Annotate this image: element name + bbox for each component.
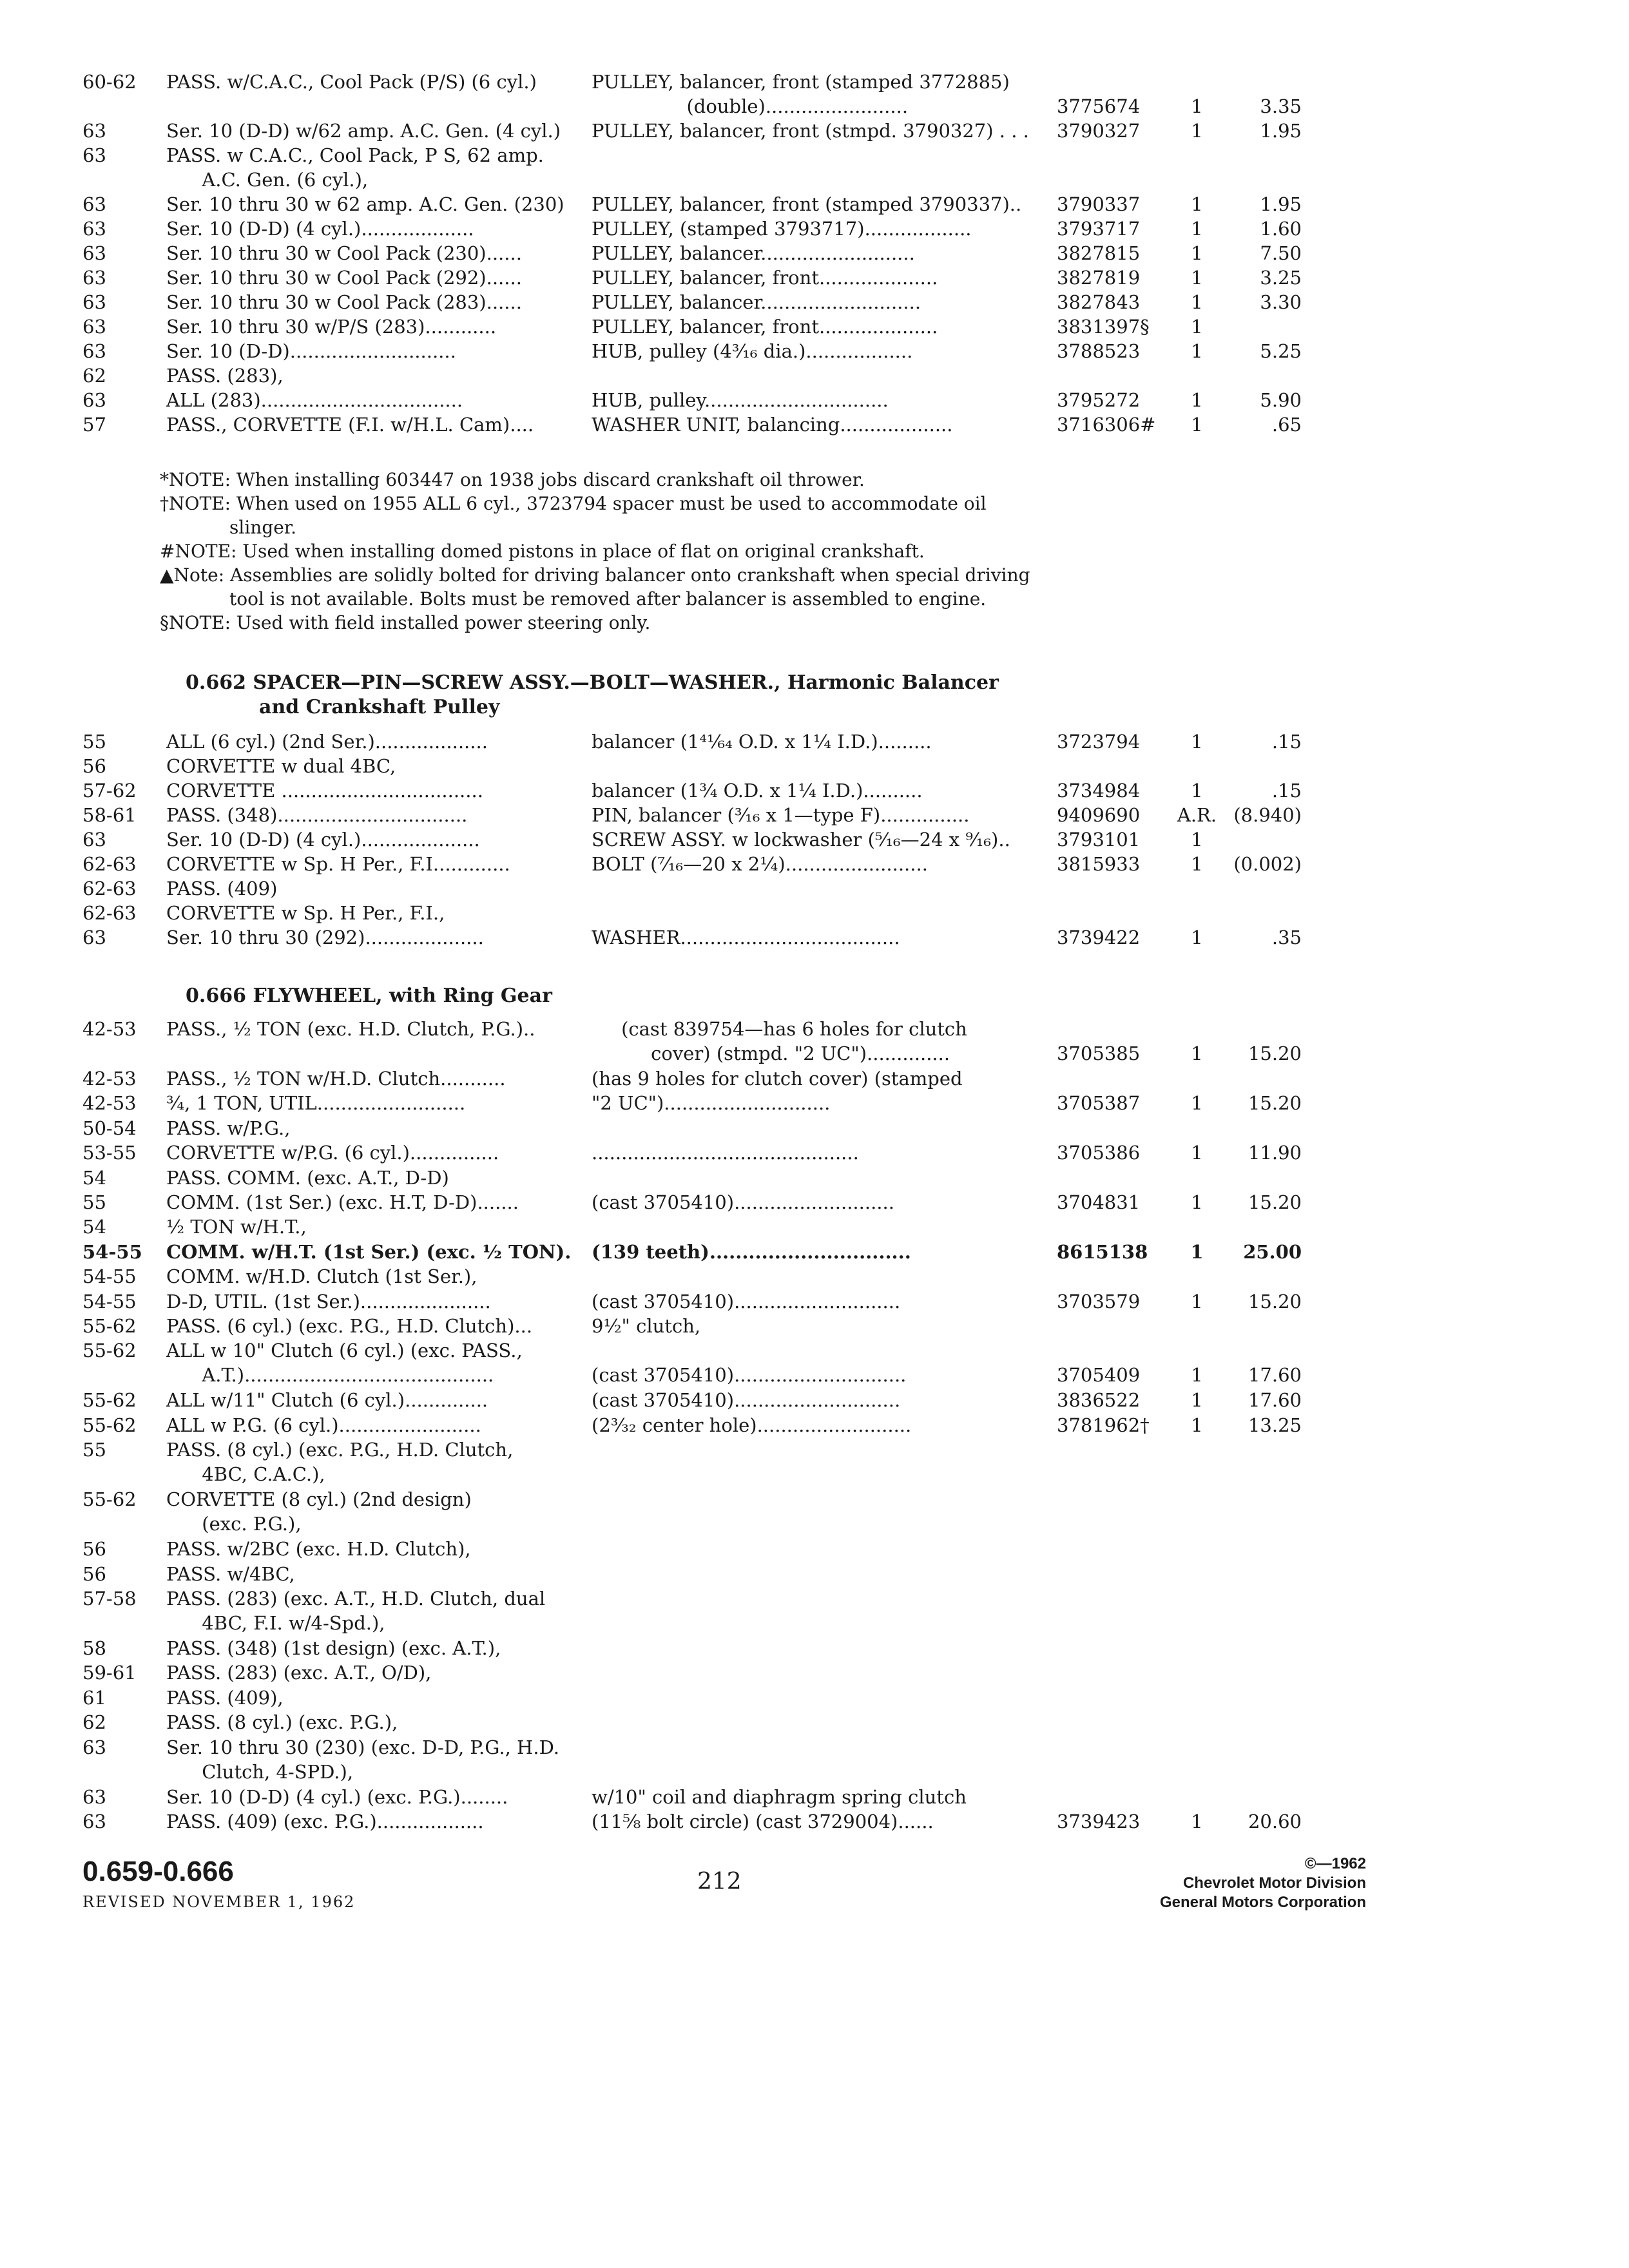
table-row: [0, 1264, 1629, 1290]
quantity: 1: [1191, 414, 1203, 436]
table-row: [0, 1735, 1629, 1785]
description: (cast 3705410)............................: [592, 1290, 901, 1312]
year-range: 54: [82, 1166, 106, 1189]
price: 20.60: [1248, 1811, 1302, 1832]
page-number: 212: [697, 1869, 742, 1895]
price: 17.60: [1248, 1389, 1302, 1412]
year-range: 63: [82, 340, 106, 362]
application: ALL w 10" Clutch (6 cyl.) (exc. PASS., A.T.)..........................................: [166, 1340, 523, 1387]
table-row: [0, 388, 1629, 414]
table-row: [0, 901, 1629, 927]
quantity: 1: [1191, 120, 1203, 142]
table-row: [0, 827, 1629, 853]
description: [592, 1437, 1055, 1488]
application: PASS. (283) (exc. A.T., H.D. Clutch, dual 4BC, F.I. w/4-Spd.),: [166, 1588, 546, 1634]
description: (cast 3705410)...........................: [592, 1191, 894, 1213]
table-row: [0, 1636, 1629, 1662]
year-range: 55-62: [82, 1414, 137, 1436]
part-number: 3831397§: [1057, 316, 1150, 338]
year-range: 60-62: [82, 71, 137, 93]
year-range: 50-54: [82, 1117, 137, 1139]
price: 15.20: [1248, 1191, 1302, 1213]
application: CORVETTE w Sp. H Per., F.I.............: [166, 853, 510, 875]
table-row: [0, 1140, 1629, 1166]
year-range: 42-53: [82, 1068, 137, 1090]
year-range: 57: [82, 414, 106, 436]
part-number: 3703579: [1057, 1290, 1141, 1312]
table-row: [0, 1785, 1629, 1811]
description: WASHER UNIT, balancing...................: [592, 414, 953, 436]
table-row: [0, 143, 1629, 193]
year-range: 63: [82, 218, 106, 240]
application: Ser. 10 (D-D)............................: [166, 340, 456, 362]
part-number: 3716306#: [1057, 414, 1156, 436]
description: .............................................: [592, 1142, 859, 1164]
table-row: [0, 1562, 1629, 1588]
corporation-name: General Motors Corporation: [1159, 1894, 1366, 1911]
quantity: 1: [1191, 1142, 1203, 1164]
application: D-D, UTIL. (1st Ser.)......................: [166, 1290, 491, 1312]
application: CORVETTE ..................................: [166, 780, 483, 802]
description: w/10" coil and diaphragm spring clutch: [592, 1785, 967, 1808]
year-range: 57-62: [82, 780, 137, 802]
publisher-block: [1095, 1854, 1366, 1912]
year-range: 56: [82, 755, 106, 777]
year-range: 59-61: [82, 1662, 137, 1684]
application: PASS. (409),: [166, 1686, 284, 1709]
application: PASS. w/4BC,: [166, 1562, 295, 1585]
price: .15: [1271, 731, 1302, 753]
year-range: 62-63: [82, 878, 137, 899]
application: PASS. COMM. (exc. A.T., D-D): [166, 1166, 449, 1189]
section-title-0662: 0.662 SPACER—PIN—SCREW ASSY.—BOLT—WASHER., Harmonic Balancer: [186, 671, 999, 694]
application: Ser. 10 thru 30 (292)....................: [166, 927, 484, 948]
application: COMM. (1st Ser.) (exc. H.T, D-D).......: [166, 1191, 519, 1213]
description: HUB, pulley...............................: [592, 389, 889, 411]
quantity: 1: [1191, 316, 1203, 338]
footnote: [160, 611, 1062, 635]
footnote: [160, 468, 1062, 492]
year-range: 62: [82, 1711, 106, 1734]
footnote-continuation: tool is not available. Bolts must be removed after balancer is assembled to engine.: [229, 588, 987, 610]
table-row: [0, 1017, 1629, 1067]
description: (cast 839754—has 6 holes for clutch cover) (stmpd. "2 UC")..............: [621, 1018, 967, 1064]
part-number: 3723794: [1057, 731, 1141, 753]
description: (cast 3705410)............................: [592, 1389, 901, 1412]
part-number: 3781962†: [1057, 1414, 1150, 1436]
year-range: 63: [82, 927, 106, 948]
quantity: 1: [1191, 340, 1203, 362]
description: balancer (1¾ O.D. x 1¼ I.D.)..........: [592, 780, 923, 802]
year-range: 57-58: [82, 1588, 137, 1610]
table-row: [0, 1487, 1629, 1537]
footnote: [160, 492, 1062, 539]
quantity: 1: [1191, 927, 1203, 948]
quantity: 1: [1191, 1043, 1203, 1064]
quantity: 1: [1191, 95, 1203, 117]
table-row: [0, 1686, 1629, 1711]
table-row: [0, 363, 1629, 389]
table-row: [0, 1710, 1629, 1736]
footnote-text: ▲Note: Assemblies are solidly bolted for driving balancer onto crankshaft when special driving: [160, 564, 1030, 586]
part-number: 3734984: [1057, 780, 1141, 802]
year-range: 63: [82, 316, 106, 338]
application: Ser. 10 thru 30 (230) (exc. D-D, P.G., H.D. Clutch, 4-SPD.),: [166, 1736, 560, 1783]
table-row: [0, 1537, 1629, 1562]
price: 15.20: [1248, 1290, 1302, 1312]
application: Ser. 10 (D-D) (4 cyl.) (exc. P.G.)........: [166, 1785, 508, 1808]
quantity: 1: [1191, 291, 1203, 313]
year-range: 55-62: [82, 1389, 137, 1412]
quantity: 1: [1191, 1092, 1203, 1115]
copyright: ©—1962: [1304, 1855, 1366, 1872]
table-row: [0, 265, 1629, 291]
year-range: 63: [82, 1736, 106, 1758]
year-range: 58: [82, 1637, 106, 1659]
year-range: 62-63: [82, 902, 137, 924]
price: 7.50: [1260, 242, 1302, 264]
table-row: [0, 1289, 1629, 1315]
part-number: 3827819: [1057, 267, 1141, 289]
description: PULLEY, balancer, front....................: [592, 316, 938, 338]
part-number: 3836522: [1057, 1389, 1141, 1412]
application: Ser. 10 thru 30 w Cool Pack (283)......: [166, 291, 522, 313]
part-number: 3739423: [1057, 1811, 1141, 1832]
table-row: [0, 119, 1629, 144]
part-number: 3739422: [1057, 927, 1141, 948]
year-range: 63: [82, 242, 106, 264]
description: [592, 143, 1055, 193]
price: 15.20: [1248, 1092, 1302, 1115]
application: PASS. (8 cyl.) (exc. P.G., H.D. Clutch, 4BC, C.A.C.),: [166, 1439, 514, 1486]
table-row: [0, 241, 1629, 267]
description: PULLEY, (stamped 3793717)..................: [592, 218, 972, 240]
year-range: 54-55: [82, 1290, 137, 1312]
year-range: 54-55: [82, 1265, 137, 1288]
application: CORVETTE w dual 4BC,: [166, 755, 396, 777]
price: 1.95: [1260, 193, 1302, 215]
application: PASS. (8 cyl.) (exc. P.G.),: [166, 1711, 398, 1734]
table-row: [0, 314, 1629, 340]
quantity: 1: [1191, 853, 1203, 875]
application: PASS., CORVETTE (F.I. w/H.L. Cam)....: [166, 414, 534, 436]
table-row: [0, 754, 1629, 780]
year-range: 55: [82, 1191, 106, 1213]
year-range: 63: [82, 120, 106, 142]
year-range: 55: [82, 731, 106, 753]
description: PULLEY, balancer, front (stamped 3772885) (double)........................: [592, 71, 1010, 117]
table-row: [0, 1240, 1629, 1265]
section-code: 0.659-0.666: [82, 1856, 234, 1887]
table-row: [0, 290, 1629, 316]
price: 1.95: [1260, 120, 1302, 142]
application: PASS. (348)................................: [166, 804, 468, 826]
table-row: [0, 1190, 1629, 1216]
table-row: [0, 778, 1629, 804]
part-number: 3705409: [1057, 1364, 1141, 1387]
year-range: 54: [82, 1216, 106, 1238]
year-range: 55: [82, 1439, 106, 1461]
footnote-text: †NOTE: When used on 1955 ALL 6 cyl., 3723794 spacer must be used to accommodate oil: [160, 493, 987, 514]
quantity: 1: [1191, 1191, 1203, 1213]
application: ALL w/11" Clutch (6 cyl.)..............: [166, 1389, 488, 1412]
price: 3.30: [1260, 291, 1302, 313]
quantity: 1: [1191, 389, 1203, 411]
table-row: [0, 192, 1629, 218]
application: ALL (6 cyl.) (2nd Ser.)...................: [166, 731, 488, 753]
table-row: [0, 216, 1629, 242]
table-row: [0, 1586, 1629, 1637]
application: PASS. (6 cyl.) (exc. P.G., H.D. Clutch)...: [166, 1315, 533, 1337]
description: 9½" clutch,: [592, 1315, 701, 1337]
quantity: 1: [1191, 1414, 1203, 1436]
table-row: [0, 852, 1629, 878]
application: PASS., ½ TON (exc. H.D. Clutch, P.G.)..: [166, 1018, 535, 1040]
price: .65: [1271, 414, 1302, 436]
footnote: [160, 563, 1062, 611]
part-number: 3704831: [1057, 1191, 1141, 1213]
application: Ser. 10 thru 30 w 62 amp. A.C. Gen. (230): [166, 193, 564, 215]
table-row: [0, 1166, 1629, 1191]
section-title-0666: 0.666 FLYWHEEL, with Ring Gear: [186, 985, 552, 1007]
table-row: [0, 1809, 1629, 1835]
description: (139 teeth)...............................: [592, 1240, 911, 1263]
description: balancer (1⁴¹⁄₆₄ O.D. x 1¼ I.D.).........: [592, 731, 932, 753]
description: (2³⁄₃₂ center hole)..........................: [592, 1414, 912, 1436]
part-number: 3827843: [1057, 291, 1141, 313]
part-number: 3795272: [1057, 389, 1141, 411]
description: PULLEY, balancer, front (stmpd. 3790327) . . .: [592, 120, 1029, 142]
quantity: 1: [1191, 193, 1203, 215]
table-row: [0, 1437, 1629, 1488]
part-number: 3775674: [1057, 95, 1141, 117]
part-number: 3705385: [1057, 1043, 1141, 1064]
part-number: 3827815: [1057, 242, 1141, 264]
year-range: 62: [82, 365, 106, 387]
year-range: 63: [82, 193, 106, 215]
price: (8.940): [1233, 804, 1302, 826]
description: BOLT (⁷⁄₁₆—20 x 2¼)........................: [592, 853, 928, 875]
revision-date: REVISED NOVEMBER 1, 1962: [82, 1893, 356, 1911]
application: COMM. w/H.T. (1st Ser.) (exc. ½ TON).: [166, 1240, 572, 1263]
quantity: 1: [1191, 780, 1203, 802]
description: PIN, balancer (³⁄₁₆ x 1—type F)...............: [592, 804, 970, 826]
year-range: 63: [82, 144, 106, 166]
description: WASHER.....................................: [592, 927, 900, 948]
footnote: [160, 539, 1062, 563]
year-range: 63: [82, 389, 106, 411]
year-range: 55-62: [82, 1340, 137, 1362]
description: SCREW ASSY. w lockwasher (⁵⁄₁₆—24 x ⁹⁄₁₆)..: [592, 829, 1010, 850]
description: PULLEY, balancer..........................: [592, 242, 915, 264]
description: PULLEY, balancer, front (stamped 3790337)..: [592, 193, 1022, 215]
year-range: 63: [82, 267, 106, 289]
part-number: 3793101: [1057, 829, 1141, 850]
application: Ser. 10 (D-D) (4 cyl.)...................: [166, 218, 474, 240]
application: ½ TON w/H.T.,: [166, 1216, 307, 1238]
application: Ser. 10 thru 30 w Cool Pack (230)......: [166, 242, 522, 264]
description: [592, 1586, 1055, 1637]
application: PASS. w/P.G.,: [166, 1117, 291, 1139]
application: PASS. w C.A.C., Cool Pack, P S, 62 amp. A.C. Gen. (6 cyl.),: [166, 144, 544, 191]
application: PASS. (283),: [166, 365, 284, 387]
year-range: 55-62: [82, 1315, 137, 1337]
table-row: [0, 1066, 1629, 1092]
description: [592, 1487, 1055, 1537]
table-row: [0, 803, 1629, 829]
part-number: 3793717: [1057, 218, 1141, 240]
year-range: 42-53: [82, 1018, 137, 1040]
price: 5.90: [1260, 389, 1302, 411]
part-number: 3790337: [1057, 193, 1141, 215]
table-row: [0, 729, 1629, 755]
quantity: 1: [1191, 829, 1203, 850]
year-range: 63: [82, 1785, 106, 1808]
price: .35: [1271, 927, 1302, 948]
table-row: [0, 339, 1629, 365]
year-range: 63: [82, 829, 106, 850]
application: CORVETTE w/P.G. (6 cyl.)...............: [166, 1142, 499, 1164]
year-range: 63: [82, 291, 106, 313]
quantity: 1: [1191, 218, 1203, 240]
price: .15: [1271, 780, 1302, 802]
table-row: [0, 1215, 1629, 1240]
table-row: [0, 412, 1629, 438]
description: (cast 3705410).............................: [592, 1364, 907, 1387]
price: 1.60: [1260, 218, 1302, 240]
price: 13.25: [1248, 1414, 1302, 1436]
table-row: [0, 1091, 1629, 1117]
year-range: 63: [82, 1811, 106, 1832]
price: 17.60: [1248, 1364, 1302, 1387]
table-row: [0, 1660, 1629, 1686]
application: Ser. 10 thru 30 w/P/S (283)............: [166, 316, 497, 338]
application: ALL w P.G. (6 cyl.)........................: [166, 1414, 481, 1436]
quantity: 1: [1191, 1290, 1203, 1312]
price: (0.002): [1233, 853, 1302, 875]
table-row: [0, 1338, 1629, 1389]
application: Ser. 10 (D-D) w/62 amp. A.C. Gen. (4 cyl.): [166, 120, 561, 142]
table-row: [0, 1116, 1629, 1142]
price: 5.25: [1260, 340, 1302, 362]
quantity: 1: [1191, 242, 1203, 264]
description: HUB, pulley (4³⁄₁₆ dia.)..................: [592, 340, 913, 362]
application: ¾, 1 TON, UTIL.........................: [166, 1092, 466, 1115]
year-range: 42-53: [82, 1092, 137, 1115]
part-number: 8615138: [1057, 1240, 1148, 1263]
application: PASS. (409): [166, 878, 278, 899]
year-range: 62-63: [82, 853, 137, 875]
year-range: 56: [82, 1538, 106, 1561]
application: PASS., ½ TON w/H.D. Clutch...........: [166, 1068, 506, 1090]
part-number: 3790327: [1057, 120, 1141, 142]
description: PULLEY, balancer, front....................: [592, 267, 938, 289]
table-row: [0, 925, 1629, 951]
description: (has 9 holes for clutch cover) (stamped: [592, 1068, 963, 1090]
quantity: 1: [1191, 1389, 1203, 1412]
year-range: 61: [82, 1686, 106, 1709]
application: PASS. w/C.A.C., Cool Pack (P/S) (6 cyl.): [166, 71, 537, 93]
part-number: 9409690: [1057, 804, 1141, 826]
quantity: 1: [1191, 267, 1203, 289]
quantity: A.R.: [1177, 804, 1217, 826]
part-number: 3705387: [1057, 1092, 1141, 1115]
year-range: 56: [82, 1562, 106, 1585]
part-number: 3705386: [1057, 1142, 1141, 1164]
quantity: 1: [1191, 731, 1203, 753]
footnote-continuation: slinger.: [229, 517, 297, 538]
footnote-text: #NOTE: Used when installing domed pistons in place of flat on original crankshaft.: [160, 541, 925, 562]
quantity: 1: [1191, 1364, 1203, 1387]
table-row: [0, 70, 1629, 120]
year-range: 53-55: [82, 1142, 137, 1164]
application: ALL (283)..................................: [166, 389, 463, 411]
price: 11.90: [1248, 1142, 1302, 1164]
table-row: [0, 1413, 1629, 1439]
description: (11⅝ bolt circle) (cast 3729004)......: [592, 1811, 934, 1832]
price: 3.35: [1260, 95, 1302, 117]
price: 3.25: [1260, 267, 1302, 289]
application: CORVETTE (8 cyl.) (2nd design) (exc. P.G.),: [166, 1488, 472, 1535]
table-row: [0, 1314, 1629, 1340]
application: PASS. (283) (exc. A.T., O/D),: [166, 1662, 432, 1684]
quantity: 1: [1190, 1240, 1204, 1263]
year-range: 54-55: [82, 1240, 142, 1263]
application: PASS. (348) (1st design) (exc. A.T.),: [166, 1637, 501, 1659]
section-title-0662-cont: and Crankshaft Pulley: [259, 696, 500, 718]
application: PASS. (409) (exc. P.G.)..................: [166, 1811, 484, 1832]
application: Ser. 10 thru 30 w Cool Pack (292)......: [166, 267, 522, 289]
division-name: Chevrolet Motor Division: [1182, 1874, 1366, 1892]
year-range: 55-62: [82, 1488, 137, 1511]
footnote-text: *NOTE: When installing 603447 on 1938 jobs discard crankshaft oil thrower.: [160, 469, 865, 490]
part-number: 3815933: [1057, 853, 1141, 875]
part-number: 3788523: [1057, 340, 1141, 362]
table-row: [0, 1388, 1629, 1414]
quantity: 1: [1191, 1811, 1203, 1832]
application: Ser. 10 (D-D) (4 cyl.)....................: [166, 829, 480, 850]
application: CORVETTE w Sp. H Per., F.I.,: [166, 902, 445, 924]
table-row: [0, 876, 1629, 902]
application: COMM. w/H.D. Clutch (1st Ser.),: [166, 1265, 477, 1288]
footnote-text: §NOTE: Used with field installed power steering only.: [160, 612, 651, 633]
description: [592, 1735, 1055, 1785]
description: PULLEY, balancer...........................: [592, 291, 921, 313]
description: "2 UC")............................: [592, 1092, 831, 1115]
year-range: 58-61: [82, 804, 137, 826]
price: 25.00: [1243, 1240, 1302, 1263]
application: PASS. w/2BC (exc. H.D. Clutch),: [166, 1538, 471, 1561]
price: 15.20: [1248, 1043, 1302, 1064]
